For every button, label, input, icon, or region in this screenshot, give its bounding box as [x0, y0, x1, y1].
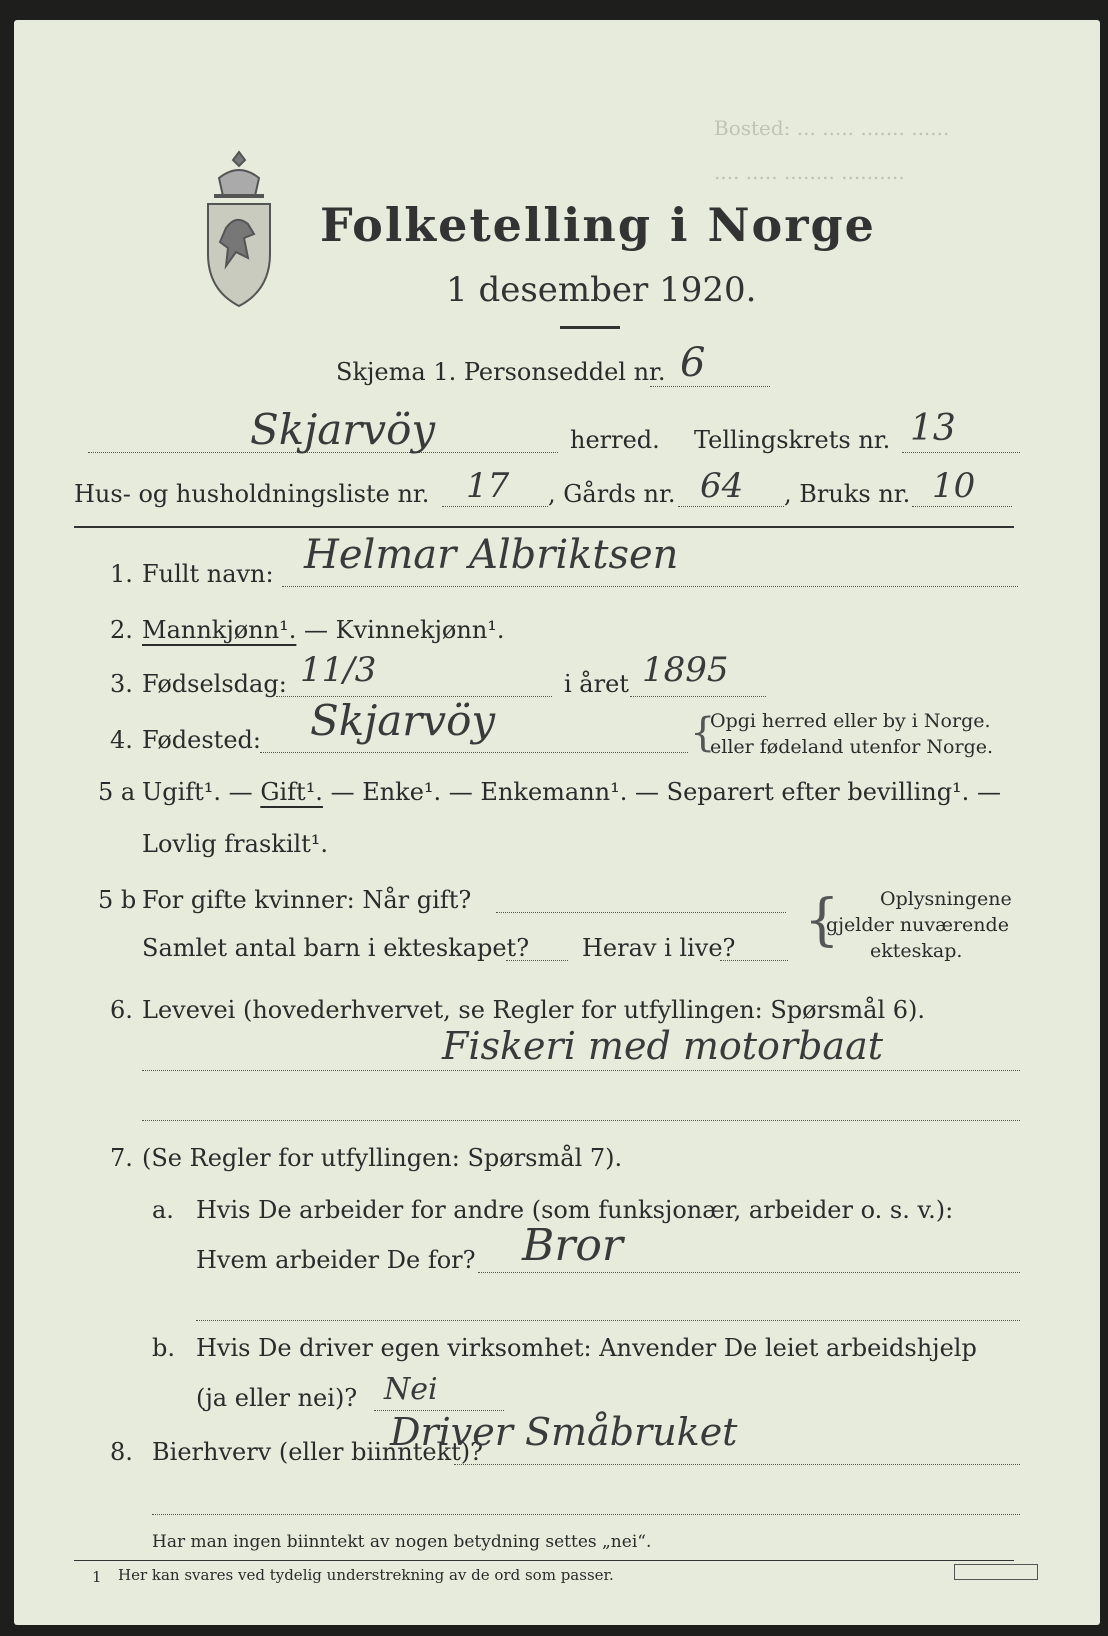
- herred-value: Skjarvöy: [250, 405, 436, 454]
- q5b-note-brace: {: [804, 888, 840, 953]
- hus-label: Hus- og husholdningsliste nr.: [74, 480, 430, 508]
- q5b-children-field-line: [506, 960, 568, 961]
- q3-birthday-value: 11/3: [300, 650, 377, 690]
- q2-option-kvinnekjonn: — Kvinnekjønn¹.: [296, 616, 505, 644]
- q3-year-label: i året: [564, 670, 629, 698]
- q5b-married-field-line: [496, 912, 786, 913]
- gards-value: 64: [700, 466, 744, 506]
- q5b-children-label: Samlet antal barn i ekteskapet?: [142, 934, 530, 962]
- q1-full-name-value: Helmar Albriktsen: [304, 532, 679, 578]
- q7b-number: b.: [152, 1334, 175, 1362]
- q2-option-mannkjonn: Mannkjønn¹.: [142, 616, 297, 644]
- q7a-field-line-2: [196, 1320, 1020, 1321]
- footer-divider: [74, 1560, 1014, 1561]
- bruks-field-line: [912, 506, 1012, 507]
- q5b-note-line-3: ekteskap.: [870, 940, 963, 962]
- form-title: Folketelling i Norge: [320, 198, 876, 252]
- q7a-field-line: [478, 1272, 1020, 1273]
- q6-field-line-1: [142, 1070, 1020, 1071]
- q5b-alive-field-line: [720, 960, 788, 961]
- q4-note-brace: {: [690, 710, 716, 756]
- header-divider: [74, 526, 1014, 528]
- no-income-note: Har man ingen biinntekt av nogen betydning settes „nei“.: [152, 1532, 652, 1552]
- schema-field-line: [650, 386, 770, 387]
- q6-field-line-2: [142, 1120, 1020, 1121]
- gards-label: , Gårds nr.: [548, 480, 676, 508]
- form-date: 1 desember 1920.: [446, 270, 757, 310]
- q4-field-line: [260, 752, 688, 753]
- tellingskrets-value: 13: [910, 408, 956, 449]
- q8-field-line: [454, 1464, 1020, 1465]
- hus-field-line: [442, 506, 548, 507]
- q3-label: Fødselsdag:: [142, 670, 287, 698]
- q8-label: Bierhverv (eller biinntekt)?: [152, 1438, 483, 1466]
- q7b-hire-value: Nei: [384, 1372, 438, 1407]
- q5a-option-others: — Enke¹. — Enkemann¹. — Separert efter bevilling¹. —: [322, 778, 1001, 806]
- q8-number: 8.: [110, 1438, 133, 1466]
- tellingskrets-field-line: [902, 452, 1020, 453]
- hus-value: 17: [466, 466, 510, 506]
- q4-number: 4.: [110, 726, 133, 754]
- q1-number: 1.: [110, 560, 133, 588]
- q6-occupation-value: Fiskeri med motorbaat: [442, 1024, 883, 1068]
- q6-label: Levevei (hovederhvervet, se Regler for utfyllingen: Spørsmål 6).: [142, 996, 926, 1024]
- q1-field-line: [282, 586, 1018, 587]
- q2-number: 2.: [110, 616, 133, 644]
- q4-note-line-1: Opgi herred eller by i Norge.: [710, 710, 991, 732]
- title-divider: [560, 326, 620, 329]
- coat-of-arms-icon: [194, 148, 284, 313]
- q5b-alive-label: Herav i live?: [582, 934, 736, 962]
- q5a-option-ugift: Ugift¹. —: [142, 778, 261, 806]
- schema-label: Skjema 1. Personseddel nr.: [336, 358, 666, 386]
- q5a-number: 5 a: [98, 778, 136, 806]
- q7a-employer-value: Bror: [522, 1220, 623, 1271]
- q8-field-line-2: [152, 1514, 1020, 1515]
- q5a-option-fraskilt: Lovlig fraskilt¹.: [142, 830, 329, 858]
- q4-birthplace-value: Skjarvöy: [310, 696, 496, 745]
- footnote-text: Her kan svares ved tydelig understrekning av de ord som passer.: [118, 1566, 614, 1584]
- bruks-value: 10: [932, 466, 976, 506]
- q5b-note-line-2: gjelder nuværende: [826, 914, 1009, 936]
- q2-sex-options: [142, 616, 505, 644]
- tellingskrets-label: Tellingskrets nr.: [694, 426, 891, 454]
- q5a-option-gift: Gift¹.: [260, 778, 323, 806]
- q6-number: 6.: [110, 996, 133, 1024]
- schema-number-value: 6: [680, 340, 706, 386]
- q7-number: 7.: [110, 1144, 133, 1172]
- q7a-employer-label: Hvem arbeider De for?: [196, 1246, 476, 1274]
- q5b-label: For gifte kvinner: Når gift?: [142, 886, 472, 914]
- herred-label: herred.: [570, 426, 660, 454]
- q7b-label: Hvis De driver egen virksomhet: Anvender De leiet arbeidshjelp: [196, 1334, 977, 1362]
- q3-year-value: 1895: [642, 650, 729, 690]
- q5a-civil-status-options: [142, 778, 1001, 806]
- q7a-label: Hvis De arbeider for andre (som funksjonær, arbeider o. s. v.):: [196, 1196, 954, 1224]
- q7a-number: a.: [152, 1196, 174, 1224]
- q8-side-income-value: Driver Småbruket: [390, 1410, 738, 1454]
- q4-label: Fødested:: [142, 726, 261, 754]
- q5b-number: 5 b: [98, 886, 137, 914]
- q1-label: Fullt navn:: [142, 560, 274, 588]
- census-form-sheet: Bosted: ... ..... ....... ...... .... ..... ........ .......... Folketelling i Norge 1 desember 1920. Skjema 1. Personseddel nr. 6 Skjarvöy herred. Tellingskrets nr. 13 Hus- og husholdningsliste nr. 17 , Gårds nr. 64 , Bruks nr. 10 1. Fullt navn: Helmar Albriktsen 2. Mannkjønn¹. — Kvinnekjønn¹. 3. Fødselsdag: 11/3 i året 1895 4. Fødested: Skjarvöy { Opgi herred eller by i Norge. eller fødeland utenfor Norge. 5 a Ugift¹. — Gift¹. — Enke¹. — Enkemann¹. — Separert efter bevilling¹. — Lovlig fraskilt¹. 5 b For gifte kvinner: Når gift? Samlet antal barn i ekteskapet? Herav i live? { Oplysningene gjelder nuværende ekteskap. 6. Levevei (hovederhvervet, se Regler for utfyllingen: Spørsmål 6). Fiskeri med motorbaat 7. (Se Regler for utfyllingen: Spørsmål 7). a. Hvis De arbeider for andre (som funksjonær, arbeider o. s. v.): Hvem arbeider De for? Bror b. Hvis De driver egen virksomhet: Anvender De leiet arbeidshjelp (ja eller nei)? Nei 8. Bierhverv (eller biinntekt)? Driver Småbruket Har man ingen biinntekt av nogen betydning settes „nei“. 1 Her kan svares ved tydelig understrekning av de ord som passer.: [14, 20, 1100, 1625]
- footnote-number: 1: [92, 1568, 102, 1586]
- bruks-label: , Bruks nr.: [784, 480, 911, 508]
- q3-year-field-line: [630, 696, 766, 697]
- q4-note-line-2: eller fødeland utenfor Norge.: [710, 736, 994, 758]
- q7-label: (Se Regler for utfyllingen: Spørsmål 7).: [142, 1144, 623, 1172]
- gards-field-line: [678, 506, 784, 507]
- q3-number: 3.: [110, 670, 133, 698]
- q7b-hire-label: (ja eller nei)?: [196, 1384, 358, 1412]
- printer-stamp: [954, 1564, 1038, 1580]
- q5b-note-line-1: Oplysningene: [880, 888, 1012, 910]
